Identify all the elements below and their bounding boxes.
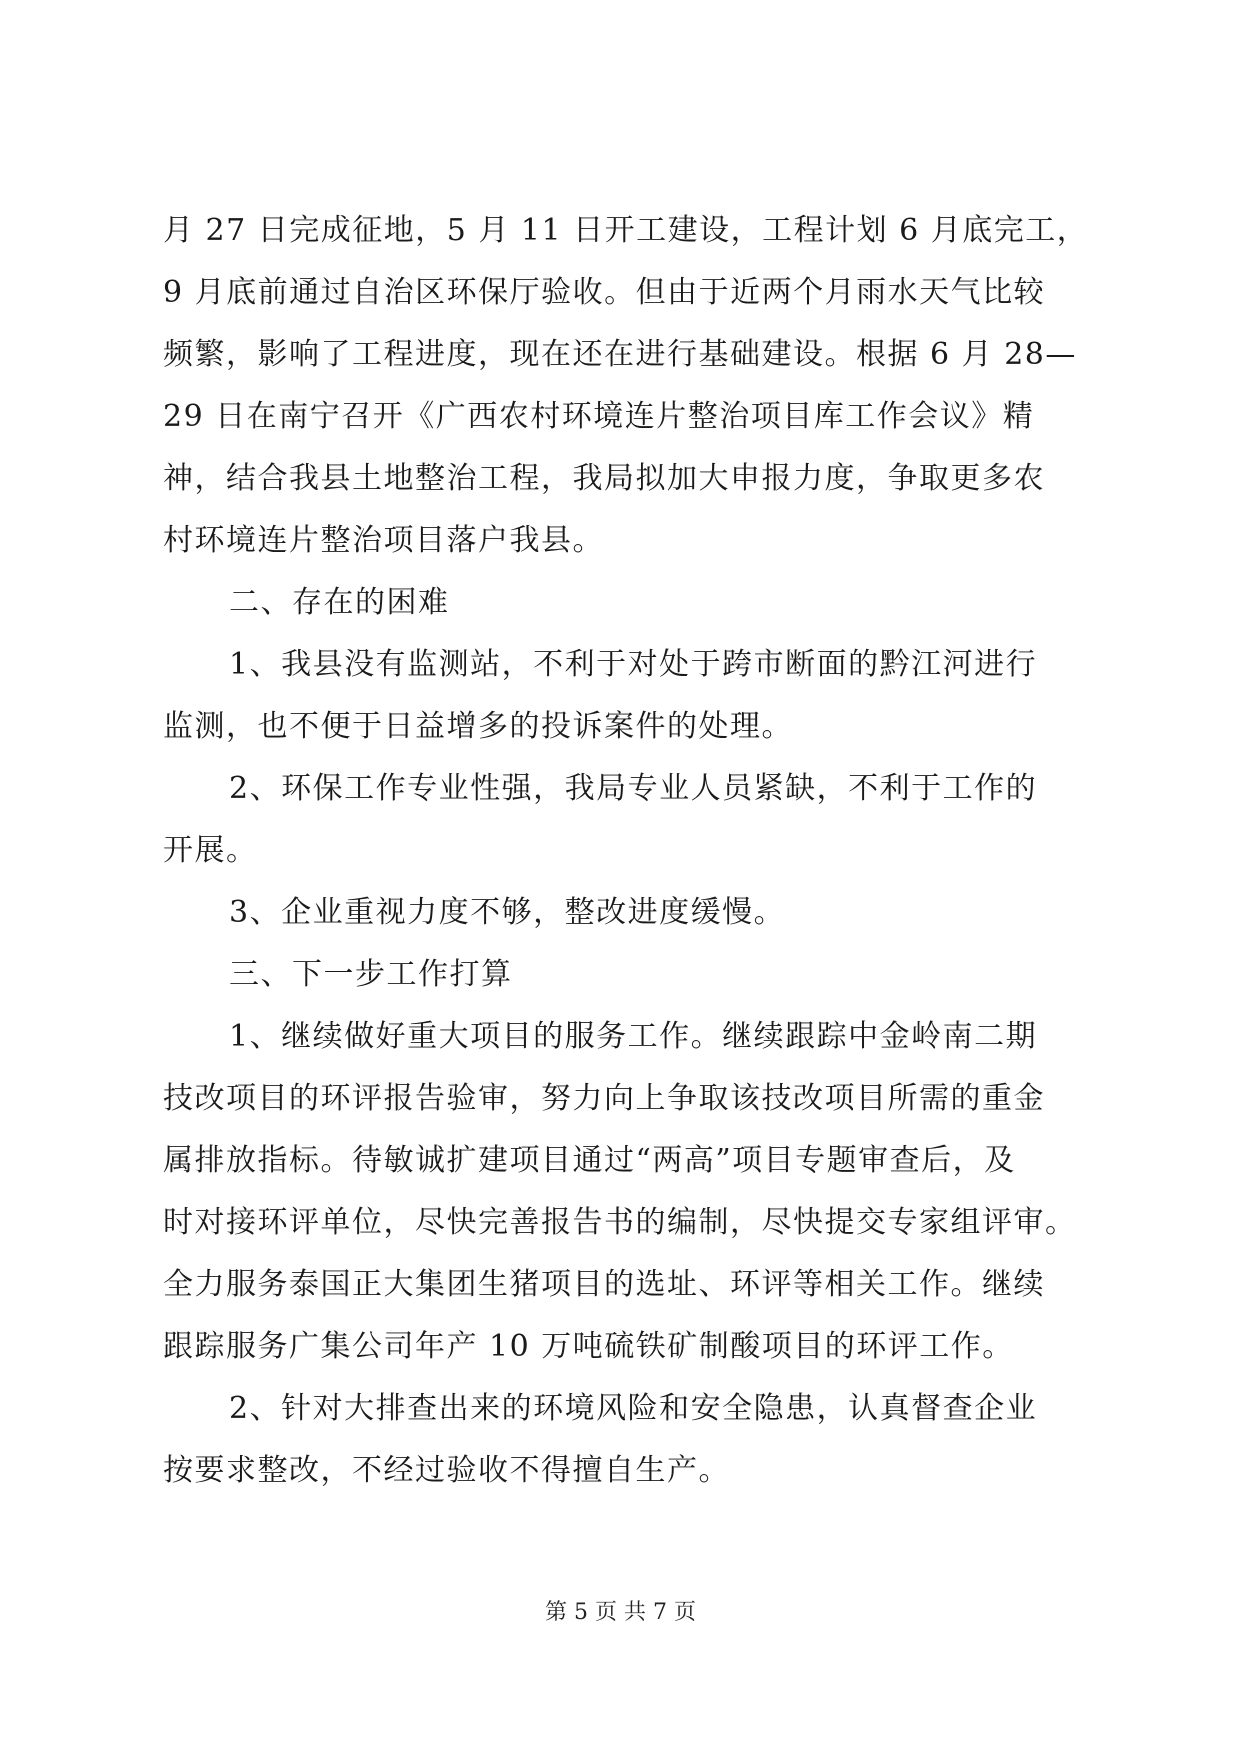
text-line: 频繁，影响了工程进度，现在还在进行基础建设。根据 6 月 28— <box>163 337 1077 372</box>
document-body <box>163 200 1089 1502</box>
text-line: 29 日在南宁召开《广西农村环境连片整治项目库工作会议》精 <box>163 399 1035 434</box>
text-line: 村环境连片整治项目落户我县。 <box>163 523 604 558</box>
text-line: 2、针对大排查出来的环境风险和安全隐患，认真督查企业 <box>229 1391 1038 1426</box>
text-line: 1、继续做好重大项目的服务工作。继续跟踪中金岭南二期 <box>229 1019 1038 1054</box>
section-heading: 三、下一步工作打算 <box>229 957 513 992</box>
text-line: 9 月底前通过自治区环保厅验收。但由于近两个月雨水天气比较 <box>163 275 1046 310</box>
text-line: 监测，也不便于日益增多的投诉案件的处理。 <box>163 709 793 744</box>
text-line: 2、环保工作专业性强，我局专业人员紧缺，不利于工作的 <box>229 771 1038 806</box>
text-line: 开展。 <box>163 833 258 868</box>
text-line: 3、企业重视力度不够，整改进度缓慢。 <box>229 895 786 930</box>
page-number-footer: 第 5 页 共 7 页 <box>545 1600 696 1625</box>
text-line: 神，结合我县土地整治工程，我局拟加大申报力度，争取更多农 <box>163 461 1045 496</box>
text-line: 属排放指标。待敏诚扩建项目通过“两高”项目专题审查后，及 <box>163 1143 1016 1178</box>
text-line: 月 27 日完成征地，5 月 11 日开工建设，工程计划 6 月底完工， <box>163 213 1089 248</box>
text-line: 全力服务泰国正大集团生猪项目的选址、环评等相关工作。继续 <box>163 1267 1045 1302</box>
text-line: 时对接环评单位，尽快完善报告书的编制，尽快提交专家组评审。 <box>163 1205 1077 1240</box>
section-heading: 二、存在的困难 <box>229 585 450 620</box>
text-line: 跟踪服务广集公司年产 10 万吨硫铁矿制酸项目的环评工作。 <box>163 1329 1014 1364</box>
text-line: 1、我县没有监测站，不利于对处于跨市断面的黔江河进行 <box>229 647 1038 682</box>
text-line: 技改项目的环评报告验审，努力向上争取该技改项目所需的重金 <box>163 1081 1045 1116</box>
text-line: 按要求整改，不经过验收不得擅自生产。 <box>163 1453 730 1488</box>
